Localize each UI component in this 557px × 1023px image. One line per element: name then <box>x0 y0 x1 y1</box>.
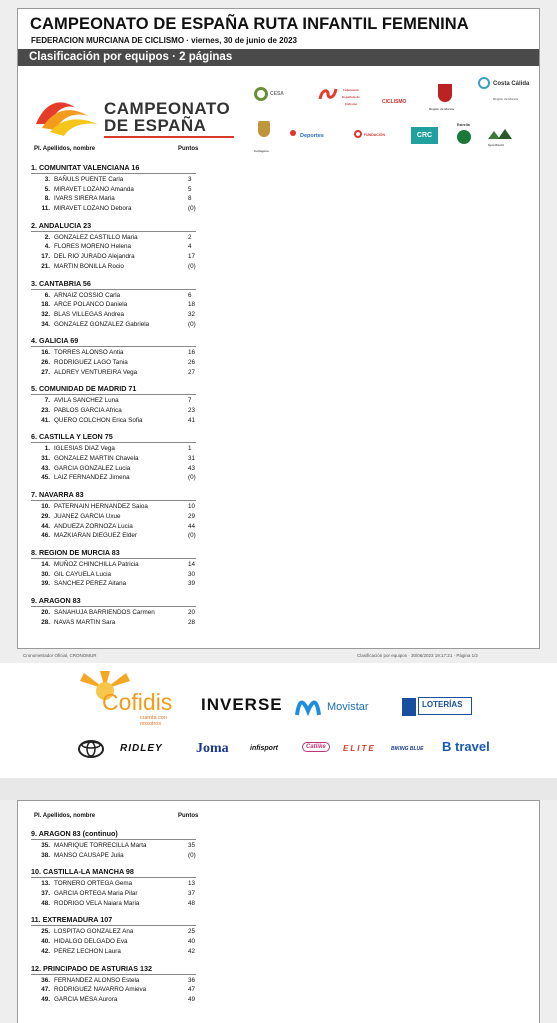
infisport-logo: infisport <box>250 745 278 752</box>
rider-row <box>31 531 231 541</box>
rider-position: 32. <box>41 310 50 318</box>
rider-name: BAÑULS PUENTE Carla <box>54 176 124 183</box>
rider-position: 26. <box>41 358 50 366</box>
rider-points: 1 <box>188 445 192 453</box>
team-title: 11. EXTREMADURA 107 <box>31 915 113 925</box>
team-divider <box>31 500 196 501</box>
rider-position: 4. <box>44 243 50 251</box>
rfec-icon <box>318 87 338 101</box>
rider-name: NAVAS MARTIN Sara <box>54 618 116 626</box>
crc-logo: CRC <box>411 127 438 144</box>
estrella-icon <box>457 130 471 144</box>
col-header-points: Puntos <box>178 146 199 152</box>
rider-row <box>31 560 231 570</box>
rider-row <box>31 406 231 416</box>
team-block <box>31 221 231 272</box>
rider-position: 5. <box>44 185 50 193</box>
catlike-logo: Catlike <box>302 742 330 752</box>
rider-row <box>31 175 231 185</box>
rider-row <box>31 194 231 204</box>
estrella-logo: Estrella <box>457 123 470 127</box>
rider-row <box>31 454 231 464</box>
rider-points: 36 <box>188 976 196 984</box>
rider-points: 26 <box>188 358 196 366</box>
team-divider <box>31 442 196 443</box>
rider-points: 32 <box>188 310 196 318</box>
rider-row <box>31 927 231 937</box>
rider-row <box>31 348 231 358</box>
rider-row <box>31 291 231 301</box>
rider-row <box>31 252 231 262</box>
rider-name: ANDUEZA ZORNOZA Lucia <box>54 522 133 530</box>
header-logos <box>18 69 539 159</box>
joma-logo: Joma <box>196 741 229 756</box>
rider-points: 49 <box>188 995 196 1003</box>
team-block <box>31 336 231 377</box>
rider-row <box>31 985 231 995</box>
rider-position: 35. <box>41 842 50 849</box>
rider-points: (0) <box>188 532 196 540</box>
rider-row <box>31 851 231 861</box>
team-divider <box>31 289 196 290</box>
rider-points: 2 <box>188 233 192 241</box>
toyota-icon <box>78 740 104 758</box>
rider-row <box>31 937 231 947</box>
rider-position: 14. <box>41 560 50 568</box>
rider-name: MANRIQUE TORRECILLA Marta <box>54 842 147 849</box>
rider-position: 2. <box>44 233 50 241</box>
rider-points: 7 <box>188 397 192 405</box>
rider-position: 44. <box>41 522 50 530</box>
section-bar: Clasificación por equipos · 2 páginas <box>18 49 539 66</box>
loterias-icon <box>402 698 416 716</box>
rider-points: 23 <box>188 407 196 414</box>
fundacion-icon <box>354 130 362 138</box>
team-divider <box>31 394 196 395</box>
rider-name: JUANEZ GARCIA Uxue <box>54 512 121 520</box>
rider-row <box>31 242 231 252</box>
rider-row <box>31 879 231 889</box>
footer-right: Clasificación por equipos · 30/06/2023 19:17:21 · Página 1/2 <box>357 653 478 658</box>
rider-points: 29 <box>188 512 196 520</box>
rider-name: DEL RIO JURADO Alejandra <box>54 253 135 261</box>
campeonato-swoosh-icon <box>32 94 104 142</box>
rider-name: SANCHEZ PEREZ Aitana <box>54 580 127 588</box>
rider-row <box>31 618 231 628</box>
cesa-emblem-icon <box>254 87 268 101</box>
rider-points: 20 <box>188 608 196 616</box>
rider-points: 13 <box>188 880 196 888</box>
team-title: 2. ANDALUCIA 23 <box>31 220 92 230</box>
team-block <box>31 490 231 541</box>
rider-name: RODRIGO VELA Naiara Maria <box>54 899 140 907</box>
rider-row <box>31 444 231 454</box>
rider-row <box>31 841 231 851</box>
rider-name: FLORES MORENO Helena <box>54 243 131 251</box>
rider-points: 28 <box>188 618 196 626</box>
rider-position: 8. <box>44 195 50 203</box>
team-block <box>31 829 231 860</box>
rider-points: 39 <box>188 580 196 588</box>
team-title: 10. CASTILLA-LA MANCHA 98 <box>31 867 134 877</box>
rider-position: 17. <box>41 253 50 261</box>
team-divider <box>31 877 196 878</box>
rider-row <box>31 358 231 368</box>
rider-name: IVARS SIRERA Maria <box>54 195 115 203</box>
rider-row <box>31 947 231 957</box>
campeonato-logo <box>32 94 247 142</box>
rider-points: 47 <box>188 986 196 994</box>
costa-calida-icon <box>478 77 490 89</box>
cesa-logo: CESA <box>270 91 284 97</box>
team-block <box>31 279 231 330</box>
team-divider <box>31 974 196 975</box>
rider-points: (0) <box>188 320 196 328</box>
rider-points: 35 <box>188 842 196 849</box>
rider-position: 36. <box>41 976 50 984</box>
cofidis-tagline: cuenta con nosotros <box>140 715 167 727</box>
rider-name: MARTIN BONILLA Rocio <box>54 262 124 270</box>
rider-row <box>31 579 231 589</box>
rider-name: TORNERO ORTEGA Gema <box>54 880 133 888</box>
team-title: 1. COMUNITAT VALENCIANA 16 <box>31 163 140 172</box>
rider-points: (0) <box>188 474 196 482</box>
rider-name: QUERO COLCHON Erica Sofia <box>54 416 143 424</box>
rider-points: 14 <box>188 560 196 568</box>
rider-name: MIRAVET LOZANO Debora <box>54 205 132 213</box>
costa-calida-logo: Costa Cálida <box>493 81 530 87</box>
rider-position: 39. <box>41 580 50 588</box>
rider-points: 16 <box>188 349 196 357</box>
fmc-logo: CICLISMO <box>382 99 407 105</box>
rider-name: GONZALEZ MARTIN Chavela <box>54 455 139 463</box>
rider-points: 17 <box>188 253 196 261</box>
movistar-logo: Movistar <box>327 701 369 713</box>
rider-points: 8 <box>188 195 192 203</box>
rider-points: 10 <box>188 503 196 511</box>
sportfeeld-logo: SportFeeld <box>488 143 504 147</box>
rider-position: 31. <box>41 455 50 463</box>
deportes-icon <box>290 130 296 136</box>
team-block <box>31 384 231 425</box>
rider-position: 27. <box>41 368 50 376</box>
rider-points: (0) <box>188 262 196 270</box>
rider-name: GONZALEZ GONZALEZ Gabriela <box>54 320 150 328</box>
rider-name: ARNAIZ COSSIO Carla <box>54 291 121 299</box>
team-title: 9. ARAGON 83 <box>31 595 81 605</box>
rider-points: 4 <box>188 243 192 251</box>
rider-name: ALDREY VENTUREIRA Vega <box>54 368 138 376</box>
rider-points: 31 <box>188 455 196 463</box>
rider-name: MIRAVET LOZANO Amanda <box>54 185 134 193</box>
rider-name: LAIZ FERNANDEZ Jimena <box>54 474 130 482</box>
rider-name: MANSO CAUSAPE Julia <box>54 851 124 859</box>
team-divider <box>31 606 196 607</box>
rider-row <box>31 889 231 899</box>
rider-points: (0) <box>188 205 196 213</box>
rider-position: 16. <box>41 349 50 357</box>
footer-left: Cronometrador Oficial, CRONOMUR <box>23 653 97 658</box>
team-title: 5. COMUNIDAD DE MADRID 71 <box>31 384 137 394</box>
rider-points: (0) <box>188 851 196 859</box>
rider-points: 27 <box>188 368 196 376</box>
rider-row <box>31 608 231 618</box>
rider-name: IGLESIAS DIAZ Vega <box>54 445 115 453</box>
rider-row <box>31 396 231 406</box>
team-title: 8. REGION DE MURCIA 83 <box>31 547 120 557</box>
rider-position: 11. <box>41 205 50 213</box>
rider-position: 29. <box>41 512 50 520</box>
rider-row <box>31 416 231 426</box>
team-block <box>31 548 231 589</box>
rider-row <box>31 995 231 1005</box>
rider-points: 25 <box>188 928 196 936</box>
page-subtitle: FEDERACION MURCIANA DE CICLISMO · viernes, 30 de junio de 2023 <box>31 36 297 45</box>
rider-name: SANAHUJA BARRIENDOS Carmen <box>54 608 155 616</box>
murcia-shield-icon <box>438 84 452 102</box>
page-separator <box>0 778 557 800</box>
region-logo: Región de Murcia <box>429 107 455 111</box>
team-list-page-1 <box>31 163 231 634</box>
rider-position: 47. <box>41 986 50 994</box>
rider-row <box>31 233 231 243</box>
team-divider <box>31 346 196 347</box>
btravel-logo: B travel <box>442 739 490 754</box>
team-title: 4. GALICIA 69 <box>31 336 79 346</box>
rider-name: AVILA SANCHEZ Luna <box>54 397 119 405</box>
rider-name: MUÑOZ CHINCHILLA Patricia <box>54 560 139 568</box>
biking-blue-logo: BIKING BLUE <box>391 746 424 752</box>
rider-position: 41. <box>41 416 50 424</box>
team-title: 6. CASTILLA Y LEON 75 <box>31 432 113 442</box>
rider-points: 48 <box>188 899 196 907</box>
rider-position: 48. <box>41 899 50 907</box>
rider-row <box>31 512 231 522</box>
rider-position: 10. <box>41 503 50 511</box>
rider-name: GARCIA ORTEGA Maria Pilar <box>54 890 138 898</box>
team-block <box>31 867 231 908</box>
rider-position: 28. <box>41 618 50 626</box>
rider-name: GONZALEZ CASTILLO Maria <box>54 233 138 241</box>
rider-row <box>31 320 231 330</box>
team-list-page-2 <box>31 829 231 1012</box>
rider-row <box>31 502 231 512</box>
rider-name: BLAS VILLEGAS Andrea <box>54 310 125 318</box>
rider-points: 30 <box>188 570 196 578</box>
rider-points: 5 <box>188 185 192 193</box>
rider-row <box>31 262 231 272</box>
inverse-logo: INVERSE <box>201 695 283 714</box>
cofidis-logo: Cofidis <box>102 689 173 715</box>
loterias-logo: LOTERÍAS <box>418 697 472 715</box>
rider-position: 6. <box>44 291 50 299</box>
rider-row <box>31 300 231 310</box>
rider-name: GARCIA MESA Aurora <box>54 995 118 1003</box>
rider-name: PATERNAIN HERNANDEZ Saioa <box>54 503 148 511</box>
team-divider <box>31 558 196 559</box>
rider-position: 40. <box>41 938 50 946</box>
rider-name: GIL CAYUELA Lucia <box>54 570 112 578</box>
rider-row <box>31 368 231 378</box>
campeonato-line1: CAMPEONATO <box>104 99 231 118</box>
rider-position: 34. <box>41 320 50 328</box>
team-block <box>31 596 231 627</box>
rider-position: 21. <box>41 262 50 270</box>
rider-position: 45. <box>41 474 50 482</box>
rider-row <box>31 570 231 580</box>
rider-position: 30. <box>41 570 50 578</box>
rider-points: 6 <box>188 291 192 299</box>
costa-calida-sub: Región de Murcia <box>493 97 519 101</box>
team-title: 7. NAVARRA 83 <box>31 490 84 500</box>
team-divider <box>31 839 196 840</box>
rider-row <box>31 310 231 320</box>
rider-position: 23. <box>41 407 50 414</box>
rider-name: PEREZ LECHON Laura <box>54 947 121 955</box>
cartagena-shield-icon <box>258 121 270 137</box>
rider-points: 37 <box>188 890 196 898</box>
rider-name: MAZKIARAN DIEGUEZ Elder <box>54 532 137 540</box>
ridley-logo: RIDLEY <box>120 743 163 754</box>
results-page-1 <box>17 8 540 649</box>
rider-row <box>31 976 231 986</box>
rider-position: 46. <box>41 532 50 540</box>
team-block <box>31 163 231 214</box>
rider-position: 49. <box>41 995 50 1003</box>
rider-name: FERNANDEZ ALONSO Estela <box>54 976 140 984</box>
rider-position: 3. <box>44 176 50 183</box>
rider-name: LOSPITAO GONZALEZ Ana <box>54 928 134 936</box>
rfec-logo: Federación Española de Ciclismo <box>342 88 360 106</box>
campeonato-line2: DE ESPAÑA <box>104 116 207 135</box>
rider-position: 43. <box>41 464 50 472</box>
rider-points: 42 <box>188 947 196 955</box>
rider-name: PABLOS GARCIA Africa <box>54 407 122 414</box>
team-divider <box>31 173 196 174</box>
rider-position: 42. <box>41 947 50 955</box>
team-divider <box>31 231 196 232</box>
team-title: 3. CANTABRIA 56 <box>31 278 91 288</box>
rider-row <box>31 185 231 195</box>
sportfeeld-icon <box>488 129 514 139</box>
team-block <box>31 964 231 1005</box>
movistar-m-icon <box>295 697 321 717</box>
deportes-logo: Deportes <box>300 133 324 139</box>
team-title: 9. ARAGON 83 (continuo) <box>31 829 118 838</box>
col-header-name-p2: Pl. Apellidos, nombre <box>34 813 96 819</box>
team-title: 12. PRINCIPADO DE ASTURIAS 132 <box>31 963 153 973</box>
team-block <box>31 432 231 483</box>
rider-points: 3 <box>188 176 192 183</box>
rider-name: RODRIGUEZ NAVARRO Amieva <box>54 986 147 994</box>
col-header-points-p2: Puntos <box>178 813 199 819</box>
rider-position: 25. <box>41 928 50 936</box>
fundacion-logo: FUNDACIÓN <box>364 133 385 137</box>
team-block <box>31 915 231 956</box>
rider-points: 40 <box>188 938 196 946</box>
rider-points: 18 <box>188 301 196 309</box>
rider-position: 20. <box>41 608 50 616</box>
rider-position: 38. <box>41 851 50 859</box>
rider-points: 43 <box>188 464 196 472</box>
page-title: CAMPEONATO DE ESPAÑA RUTA INFANTIL FEMENINA <box>30 15 469 33</box>
rider-name: ARCE POLANCO Daniela <box>54 301 128 309</box>
sponsors-strip <box>0 663 557 778</box>
rider-position: 7. <box>44 397 50 405</box>
rider-row <box>31 899 231 909</box>
results-page-2 <box>17 800 540 1023</box>
rider-name: RODRIGUEZ LAGO Tania <box>54 358 128 366</box>
rider-points: 44 <box>188 522 196 530</box>
rider-row <box>31 522 231 532</box>
rider-name: TORRES ALONSO Antia <box>54 349 124 357</box>
rider-position: 18. <box>41 301 50 309</box>
rider-row <box>31 204 231 214</box>
team-divider <box>31 925 196 926</box>
rider-position: 37. <box>41 890 50 898</box>
rider-position: 13. <box>41 880 50 888</box>
rider-position: 1. <box>44 445 50 453</box>
rider-name: GARCIA GONZALEZ Lucia <box>54 464 131 472</box>
rider-row <box>31 464 231 474</box>
rider-points: 41 <box>188 416 196 424</box>
col-header-name: Pl. Apellidos, nombre <box>34 146 96 152</box>
rider-name: HIDALGO DELGADO Eva <box>54 938 128 946</box>
rider-row <box>31 473 231 483</box>
cartagena-logo: Cartagena <box>254 149 269 153</box>
elite-logo: ELITE <box>343 744 376 753</box>
